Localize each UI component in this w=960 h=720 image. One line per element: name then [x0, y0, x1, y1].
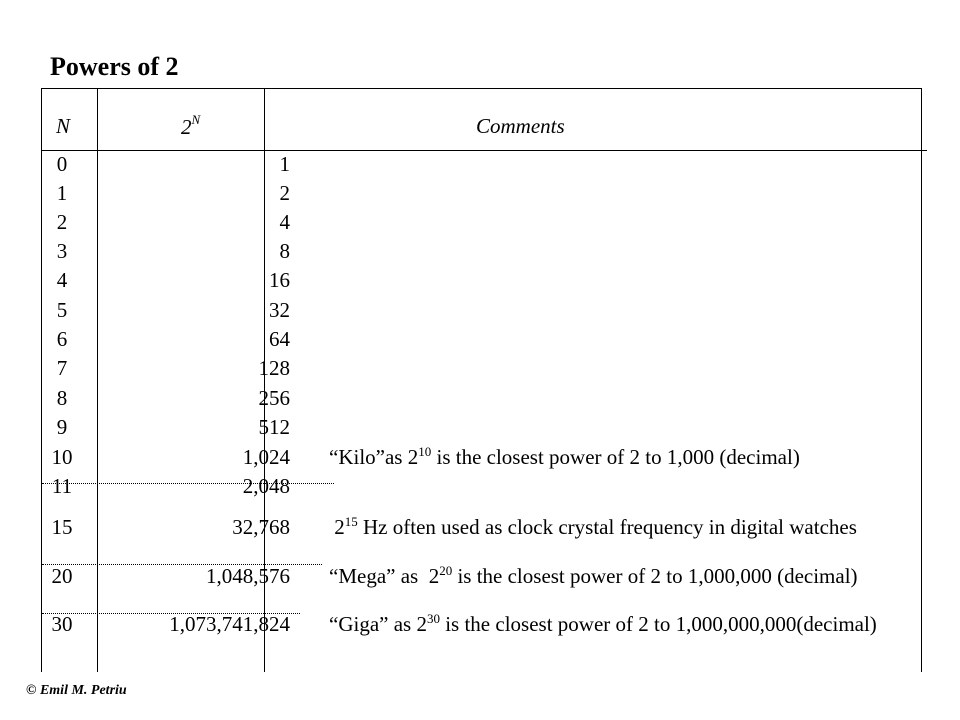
comment-text: “Mega” as 2 — [329, 564, 440, 588]
cell-n: 10 — [51, 445, 73, 469]
comment-text: “Giga” as 2 — [329, 612, 427, 636]
cell-power-value: 32,768 — [232, 515, 290, 539]
comment-exponent: 10 — [418, 444, 432, 459]
cell-n: 5 — [56, 298, 68, 322]
cell-comment — [329, 443, 800, 474]
comment-exponent: 20 — [439, 563, 453, 578]
cell-power-value: 8 — [279, 239, 290, 263]
cell-n: 15 — [51, 515, 73, 539]
cell-power-value: 4 — [279, 210, 290, 234]
copyright-footer: © Emil M. Petriu — [26, 683, 127, 698]
comment-text: is the closest power of 2 to 1,000,000 (decimal) — [452, 564, 858, 588]
cell-power-value: 1,048,576 — [206, 564, 290, 588]
cell-n: 8 — [56, 386, 68, 410]
cell-power-value: 64 — [269, 327, 290, 351]
comment-text: is the closest power of 2 to 1,000 (decimal) — [431, 445, 800, 469]
comment-text: Hz often used as clock crystal frequency in digital watches — [357, 515, 857, 539]
cell-power-value: 2,048 — [242, 474, 290, 498]
cell-n: 7 — [56, 356, 68, 380]
cell-power-value: 256 — [258, 386, 290, 410]
cell-n: 3 — [56, 239, 68, 263]
comment-exponent: 15 — [344, 514, 358, 529]
header-power — [181, 114, 200, 140]
column-divider-n — [97, 88, 98, 672]
comment-exponent: 30 — [426, 611, 440, 626]
cell-n: 20 — [51, 564, 73, 588]
cell-n: 4 — [56, 268, 68, 292]
header-power-exp: N — [191, 112, 201, 127]
header-power-base: 2 — [181, 115, 192, 139]
cell-comment — [329, 513, 857, 544]
cell-power-value: 1 — [279, 152, 290, 176]
cell-power-value: 2 — [279, 181, 290, 205]
comment-text: is the closest power of 2 to 1,000,000,000(decimal) — [439, 612, 877, 636]
comment-text: 2 — [329, 515, 345, 539]
header-n: N — [56, 114, 71, 138]
page-title: Powers of 2 — [50, 52, 179, 81]
cell-power-value: 128 — [258, 356, 290, 380]
table-top-rule — [41, 88, 922, 89]
powers-table — [41, 88, 922, 672]
cell-n: 30 — [51, 612, 73, 636]
cell-n: 0 — [56, 152, 68, 176]
cell-power-value: 16 — [269, 268, 290, 292]
header-comments: Comments — [476, 114, 565, 138]
cell-power-value: 1,073,741,824 — [169, 612, 290, 636]
cell-power-value: 32 — [269, 298, 290, 322]
cell-n: 11 — [51, 474, 73, 498]
cell-comment — [329, 562, 858, 593]
comment-text: “Kilo”as 2 — [329, 445, 419, 469]
cell-n: 6 — [56, 327, 68, 351]
cell-n: 9 — [56, 415, 68, 439]
cell-power-value: 1,024 — [242, 445, 290, 469]
cell-n: 1 — [56, 181, 68, 205]
cell-comment — [329, 610, 877, 641]
cell-n: 2 — [56, 210, 68, 234]
cell-power-value: 512 — [258, 415, 290, 439]
